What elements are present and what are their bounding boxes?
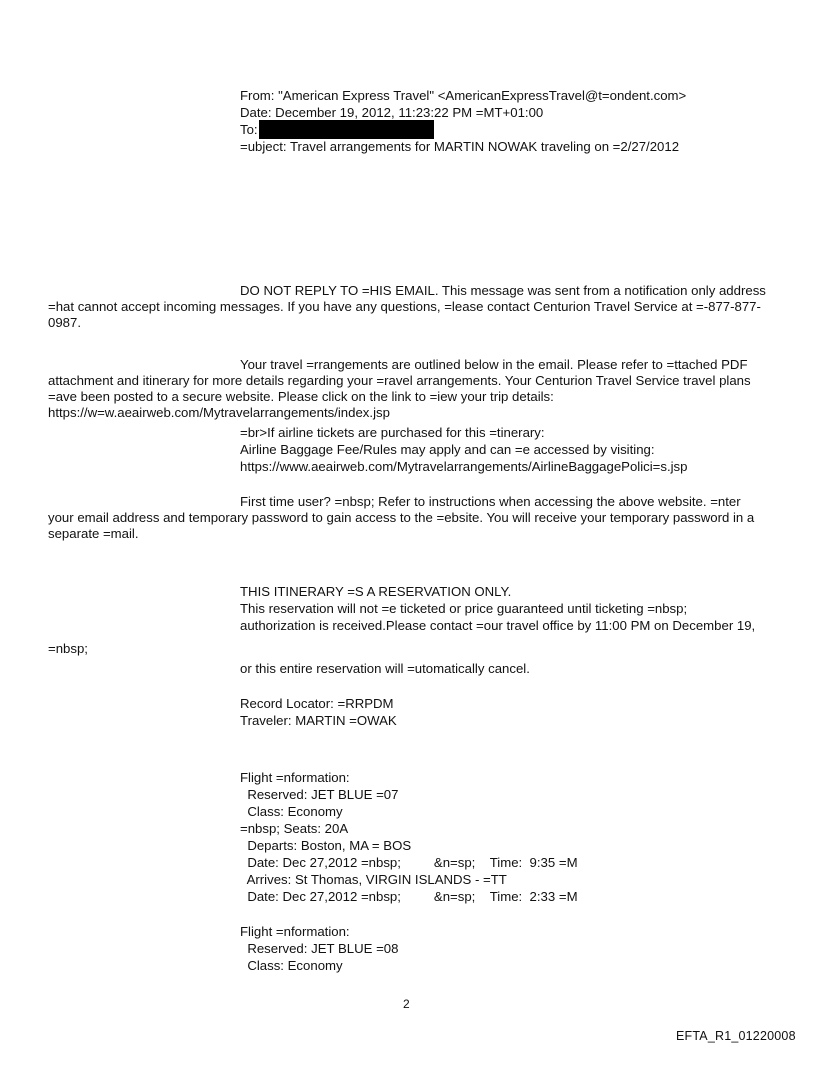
page-number: 2: [403, 997, 410, 1011]
email-to-line: To:: [240, 122, 258, 137]
flight-1-seats: =nbsp; Seats: 20A: [240, 821, 349, 836]
baggage-line-1: =br>If airline tickets are purchased for this =tinerary:: [240, 425, 545, 440]
travel-arrangements-paragraph: Your travel =rrangements are outlined below in the email. Please refer to =ttached PDF attachment and itinerary for more details regarding your =ravel arrangements. Your Centurion Travel Service travel plans =ave been posted to a secure website. Please click on the link to =iew your trip details: https://w=w.aeairweb.com/Mytravelarrangements/index.jsp: [48, 357, 751, 420]
email-date-line: Date: December 19, 2012, 11:23:22 PM =MT+01:00: [240, 105, 544, 120]
flight-2-title: Flight =nformation:: [240, 924, 350, 939]
flight-2-class: Class: Economy: [240, 958, 343, 973]
bates-number: EFTA_R1_01220008: [676, 1029, 796, 1043]
reservation-line-2: This reservation will not =e ticketed or price guaranteed until ticketing =nbsp;: [240, 601, 688, 616]
flight-1-arrive-date: Date: Dec 27,2012 =nbsp; &n=sp; Time: 2:33 =M: [240, 889, 578, 904]
reservation-only-heading: THIS ITINERARY =S A RESERVATION ONLY.: [240, 584, 512, 599]
email-from-line: From: "American Express Travel" <AmericanExpressTravel@t=ondent.com>: [240, 88, 687, 103]
flight-2-reserved: Reserved: JET BLUE =08: [240, 941, 399, 956]
redaction-block: [259, 120, 434, 139]
first-time-user-paragraph: First time user? =nbsp; Refer to instructions when accessing the above website. =nter your email address and temporary password to gain access to the =ebsite. You will receive your temporary password in a separate =mail.: [48, 494, 755, 541]
do-not-reply-notice: DO NOT REPLY TO =HIS EMAIL. This message was sent from a notification only address =hat cannot accept incoming messages. If you have any questions, =lease contact Centurion Travel Service at =-877-877-0987.: [48, 283, 766, 330]
flight-1-depart-date: Date: Dec 27,2012 =nbsp; &n=sp; Time: 9:35 =M: [240, 855, 578, 870]
flight-1-departs: Departs: Boston, MA = BOS: [240, 838, 412, 853]
email-subject-line: =ubject: Travel arrangements for MARTIN NOWAK traveling on =2/27/2012: [240, 139, 680, 154]
record-locator: Record Locator: =RRPDM: [240, 696, 394, 711]
flight-1-reserved: Reserved: JET BLUE =07: [240, 787, 399, 802]
flight-1-class: Class: Economy: [240, 804, 343, 819]
baggage-line-2: Airline Baggage Fee/Rules may apply and can =e accessed by visiting:: [240, 442, 655, 457]
reservation-line-3: authorization is received.Please contact =our travel office by 11:00 PM on December 19,: [240, 618, 756, 633]
traveler-name: Traveler: MARTIN =OWAK: [240, 713, 397, 728]
flight-1-arrives: Arrives: St Thomas, VIRGIN ISLANDS - =TT: [240, 872, 507, 887]
auto-cancel-line: or this entire reservation will =utomatically cancel.: [240, 661, 530, 676]
baggage-policy-link: https://www.aeairweb.com/Mytravelarrangements/AirlineBaggagePolici=s.jsp: [240, 459, 688, 474]
flight-1-title: Flight =nformation:: [240, 770, 350, 785]
nbsp-line: =nbsp;: [48, 641, 88, 656]
